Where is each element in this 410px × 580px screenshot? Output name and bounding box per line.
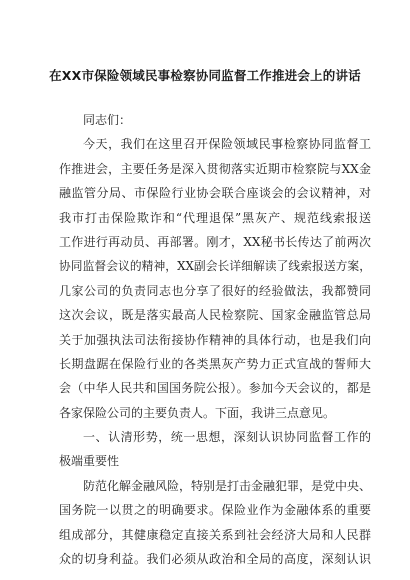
paragraph-line: 作推进会，主要任务是深入贯彻落实近期市检察院与XX金	[59, 161, 371, 176]
paragraph-line: 国务院一以贯之的明确要求。保险业作为金融体系的重要	[59, 503, 371, 518]
document-body	[59, 108, 371, 571]
paragraph-line: 这次会议，既是落实最高人民检察院、国家金融监管总局	[59, 308, 371, 323]
paragraph-line: 会（中华人民共和国国务院公报）。参加今天会议的，都是	[59, 381, 371, 396]
paragraph-line: 众的切身利益。我们必须从政治和全局的高度，深刻认识	[59, 552, 371, 567]
paragraph-line: 各家保险公司的主要负责人。下面，我讲三点意见。	[59, 405, 336, 420]
paragraph-line: 防范化解金融风险，特别是打击金融犯罪，是党中央、	[83, 478, 371, 493]
paragraph-line: 长期盘踞在保险行业的各类黑灰产势力正式宣战的誓师大	[59, 356, 371, 371]
paragraph-line: 组成部分，其健康稳定直接关系到社会经济大局和人民群	[59, 527, 371, 542]
section-heading-line: 极端重要性	[59, 454, 120, 469]
paragraph-line: 协同监督会议的精神，XX副会长详细解读了线索报送方案，	[59, 259, 371, 274]
salutation-line: 同志们：	[83, 113, 132, 127]
paragraph-line: 我市打击保险欺诈和“代理退保”黑灰产、规范线索报送	[59, 210, 371, 225]
document-title: 在XX市保险领域民事检察协同监督工作推进会上的讲话	[49, 68, 361, 83]
section-heading-line: 一、认清形势，统一思想，深刻认识协同监督工作的	[83, 430, 371, 445]
paragraph-line: 关于加强执法司法衔接协作精神的具体行动，也是我们向	[59, 332, 371, 347]
paragraph-line: 工作进行再动员、再部署。刚才，XX秘书长传达了前两次	[59, 234, 371, 249]
paragraph-line: 今天，我们在这里召开保险领域民事检察协同监督工	[83, 137, 371, 152]
paragraph-line: 融监管分局、市保险行业协会联合座谈会的会议精神，对	[59, 186, 371, 201]
paragraph-line: 几家公司的负责同志也分享了很好的经验做法，我都赞同	[59, 283, 371, 298]
